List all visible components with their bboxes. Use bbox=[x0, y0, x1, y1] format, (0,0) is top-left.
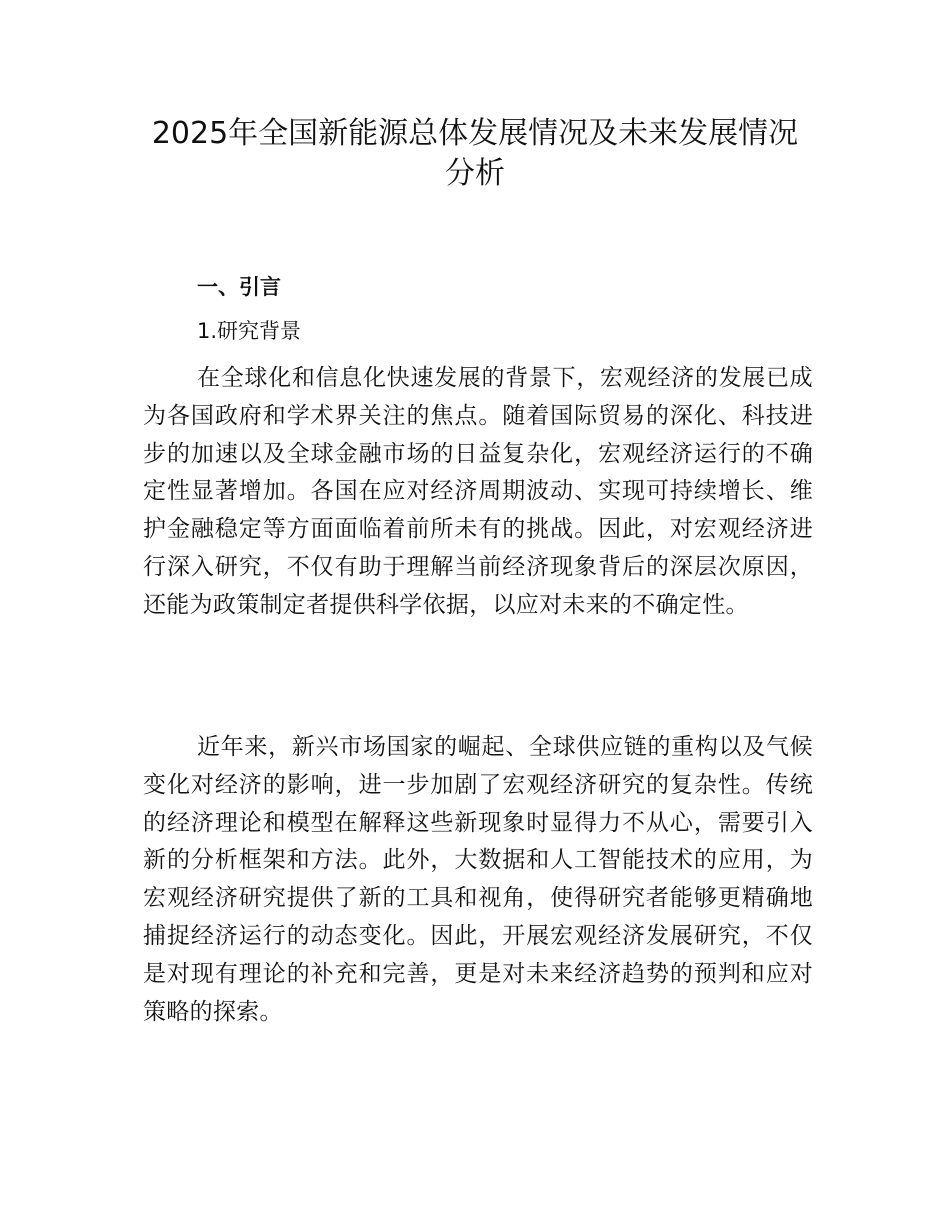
subsection-heading: 1.研究背景 bbox=[197, 319, 302, 343]
body-paragraph-2: 近年来，新兴市场国家的崛起、全球供应链的重构以及气候变化对经济的影响，进一步加剧了宏观经济研究的复杂性。传统的经济理论和模型在解释这些新现象时显得力不从心，需要引入新的分析框架和方法。此外，大数据和人工智能技术的应用，为宏观经济研究提供了新的工具和视角，使得研究者能够更精确地捕捉经济运行的动态变化。因此，开展宏观经济发展研究，不仅是对现有理论的补充和完善，更是对未来经济趋势的预判和应对策略的探索。 bbox=[143, 734, 813, 1025]
body-paragraph-1: 在全球化和信息化快速发展的背景下，宏观经济的发展已成为各国政府和学术界关注的焦点。随着国际贸易的深化、科技进步的加速以及全球金融市场的日益复杂化，宏观经济运行的不确定性显著增加。各国在应对经济周期波动、实现可持续增长、维护金融稳定等方面面临着前所未有的挑战。因此，对宏观经济进行深入研究，不仅有助于理解当前经济现象背后的深层次原因，还能为政策制定者提供科学依据，以应对未来的不确定性。 bbox=[143, 365, 813, 618]
document-title-line-2: 分析 bbox=[445, 156, 505, 191]
section-heading: 一、引言 bbox=[197, 275, 281, 299]
document-title-line-1: 2025年全国新能源总体发展情况及未来发展情况 bbox=[151, 116, 799, 151]
